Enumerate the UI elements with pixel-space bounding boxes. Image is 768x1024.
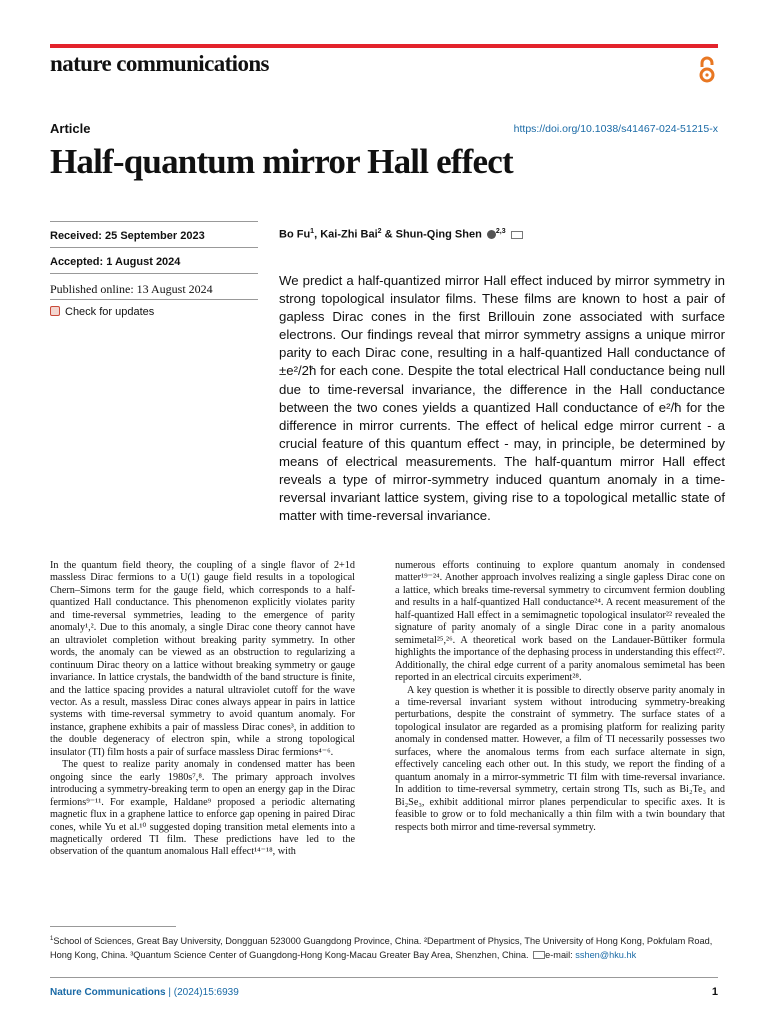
abstract: We predict a half-quantized mirror Hall effect induced by mirror symmetry in strong topological insulator films. These films are known to host a pair of gapless Dirac cones in the first Brillouin zone associated with surface electrons. Our findings reveal that mirror symmetry assigns a unique mirror parity to each Dirac cone, resulting in a half-quantized Hall conductance of ±e²/2ħ for each cone. Despite the total electrical Hall conductance being null due to time-reversal invariance, the difference in the Hall conductance between the two cones yields a quantized Hall conductance of e²/ħ for the difference in mirror currents. The effect of helical edge mirror current - a crucial feature of this quantum effect - may, in principle, be determined by means of electrical measurements. The half-quantum mirror Hall effect reveals a type of mirror-symmetry induced quantum anomaly in a time-reversal invariant lattice system, giving rise to a topological metallic state of matter with time-reversal invariance. [279,273,725,524]
body-column-right [395,560,725,834]
published-date: Published online: 13 August 2024 [50,273,258,300]
article-title: Half-quantum mirror Hall effect [50,142,513,181]
paragraph: In the quantum field theory, the coupling of a single flavor of 2+1d massless Dirac fermions to a U(1) gauge field results in a topological Chern–Simons term for the gauge field, which corresponds to a half-quantized Hall conductance. This phenomenon explicitly violates parity and time-reversal symmetries, leading to the emergence of parity anomaly¹,². Due to this anomaly, a single Dirac cone theory cannot have an ultraviolet completion without breaking parity symmetry. In other words, the anomaly can be viewed as an obstruction to regularizing a continuum Dirac theory on a lattice without breaking symmetry or gauge invariance. In lattice crystals, the bandwidth of the band structure is finite, and the lattice spacing provides a natural ultraviolet cutoff for the wave vector. As a result, massless Dirac cones always appear in pairs in lattice systems with time-reversal symmetry to avoid quantum anomaly. For instance, graphene exhibits a pair of massless Dirac cones³, in addition to the double degeneracy of electron spin, while a strong topological insulator (TI) film hosts a pair of surface massless Dirac fermions⁴⁻⁶. [50,560,355,758]
author-name[interactable]: Shun-Qing Shen [395,228,482,241]
accepted-date: Accepted: 1 August 2024 [50,247,258,274]
mail-icon [533,951,545,959]
affiliations-footnote: $^1$School of Sciences, Great Bay University, Dongguan 523000 Guangdong Province, China. ²Department of Physics, The University of Hong Kong, Pokfulam Road, Hong Kong, China. ³Quantum Science Center of Guangdong-Hong Kong-Macau Greater Bay Area, Shenzhen, China. e-mail: sshen@hku.hk [50,936,713,961]
top-accent-bar [50,44,718,48]
doi-link[interactable]: https://doi.org/10.1038/s41467-024-51215-x [513,123,718,135]
paragraph: The quest to realize parity anomaly in condensed matter has been ongoing since the early 1980s⁷,⁸. The primary approach involves introducing a symmetry-breaking term to open an energy gap in the Dirac fermions⁹⁻¹¹. For example, Haldane⁹ proposed a periodic alternating magnetic flux in a graphene lattice to enforce gap opening in paired Dirac cones, while Yu et al.¹⁰ suggested doping transition metal elements into a magnetically ordered TI film. These predictions have led to the observation of the quantum anomalous Hall effect¹⁴⁻¹⁸, with [50,759,355,858]
author-name[interactable]: Kai-Zhi Bai [320,228,378,241]
mail-icon[interactable] [511,231,523,239]
footer-citation: Nature Communications | (2024)15:6939 [50,987,239,998]
check-updates-icon [50,306,60,316]
page-number: 1 [711,986,718,998]
open-access-icon[interactable] [698,56,716,84]
body-column-left [50,560,355,859]
orcid-icon[interactable] [487,230,496,239]
paragraph: numerous efforts continuing to explore quantum anomaly in condensed matter¹⁹⁻²⁴. Another approach involves realizing a single gapless Dirac cone on a lattice, which breaks time-reversal symmetry to circumvent fermion doubling and results in a half-quantized Hall conductance²⁴. A recent measurement of the half-quantized Hall effect in a semimagnetic topological insulator²² revealed the signature of parity anomaly of a single Dirac cone in a parity anomalous semimetal²⁵,²⁶. A theoretical work based on the Landauer-Büttiker formula highlights the importance of the dephasing process in understanding this effect²⁷. Additionally, the chiral edge current of a parity anomalous semimetal has been reported in an electrical circuits experiment²⁸. [395,560,725,684]
paragraph: A key question is whether it is possible to directly observe parity anomaly in a time-reversal invariant system without introducing symmetry-breaking perturbations, despite the constraint of symmetry. The surface states of a topological insulator are regarded as a promising platform for realizing parity anomaly in condensed matter. However, a film of TI necessarily possesses two surfaces, where the anomalous terms from each surface alternate in sign, effectively canceling each other out. In this study, we report the finding of a quantum anomaly in a mirror-symmetric TI film with time-reversal invariance. In addition to time-reversal symmetry, certain strong TIs, such as Bi₂Te₃ and Bi₂Se₃, exhibit additional mirror planes perpendicular to specific axes. It is feasible to grow or to fold mechanically a thin film with a twin boundary that respects both mirror and time-reversal symmetry. [395,684,725,833]
received-date: Received: 25 September 2023 [50,221,258,248]
check-updates-button[interactable]: Check for updates [50,299,258,326]
author-name[interactable]: Bo Fu [279,228,311,241]
author-list: Bo Fu$^1$, Kai-Zhi Bai$^2$ & Shun-Qing Shen $^{2,3}$ [279,228,523,241]
email-link[interactable]: sshen@hku.hk [575,950,637,961]
journal-name[interactable]: nature communications [50,51,269,76]
article-type: Article [50,121,91,136]
footer-journal-link[interactable]: Nature Communications [50,987,166,998]
footer-divider [50,977,718,978]
footnote-divider [50,926,176,927]
